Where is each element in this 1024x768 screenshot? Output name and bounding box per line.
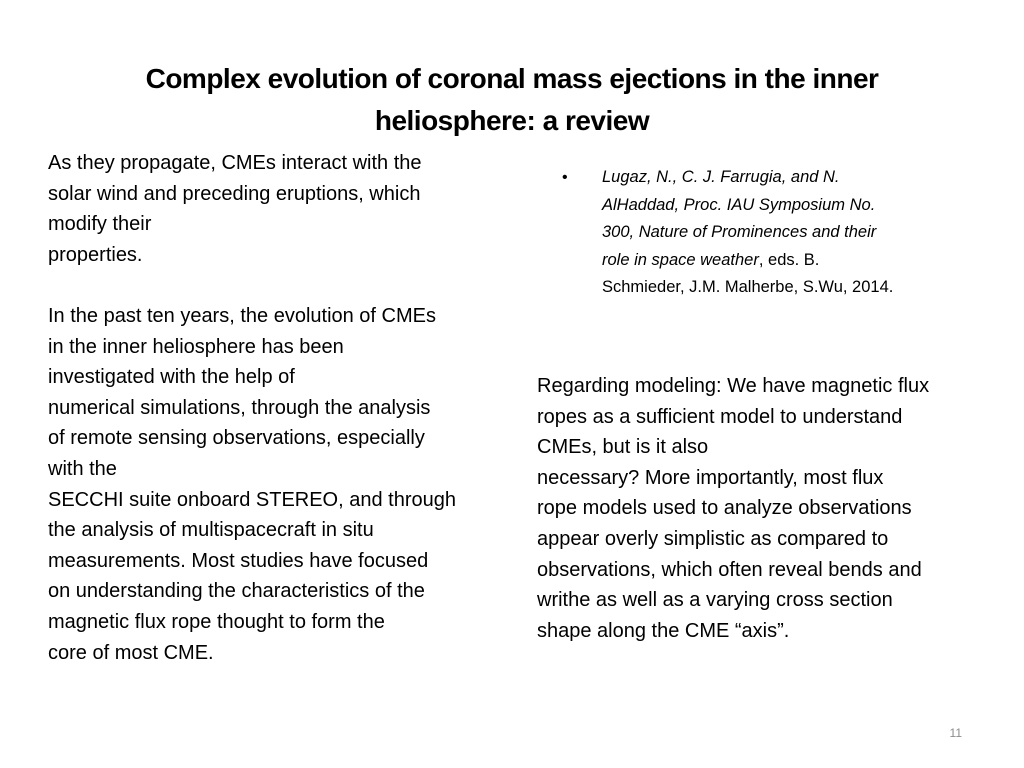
reference-line: 300, Nature of Prominences and their [602, 223, 877, 242]
right-text-line: necessary? More importantly, most flux [537, 466, 884, 489]
reference-line: Schmieder, J.M. Malherbe, S.Wu, 2014. [602, 278, 894, 297]
left-text-line: with the [48, 457, 117, 480]
bullet-icon: • [562, 169, 568, 186]
left-text-line: investigated with the help of [48, 366, 295, 389]
left-text-line: on understanding the characteristics of the [48, 580, 425, 603]
right-text-line: appear overly simplistic as compared to [537, 527, 889, 550]
left-text-line: measurements. Most studies have focused [48, 549, 429, 572]
left-text-line: In the past ten years, the evolution of CMEs [48, 304, 436, 327]
right-text-line: Regarding modeling: We have magnetic flux [537, 375, 930, 397]
left-text-line: of remote sensing observations, especially [48, 427, 425, 450]
left-text-line: the analysis of multispacecraft in situ [48, 519, 374, 542]
right-text-line: observations, which often reveal bends and [537, 558, 922, 581]
reference-line-italic: role in space weather [602, 250, 759, 269]
right-text-line: writhe as well as a varying cross section [537, 589, 893, 612]
left-text-line: magnetic flux rope thought to form the [48, 610, 385, 633]
left-text-line: properties. [48, 243, 143, 266]
left-text-line: modify their [48, 213, 152, 236]
paragraph-gap [48, 270, 508, 301]
left-text-line: SECCHI suite onboard STEREO, and through [48, 488, 456, 511]
left-text-line: solar wind and preceding eruptions, which [48, 182, 421, 205]
slide-title-line-1: Complex evolution of coronal mass ejections in the inner [145, 63, 879, 94]
reference-line: AlHaddad, Proc. IAU Symposium No. [602, 195, 876, 214]
slide-title [80, 58, 944, 142]
page-number: 11 [949, 726, 962, 740]
reference-line [602, 247, 982, 275]
right-text-line: CMEs, but is it also [537, 436, 709, 459]
left-column-text [48, 148, 508, 668]
reference-line-rest: , eds. B. [758, 250, 820, 269]
right-text-line: ropes as a sufficient model to understand [537, 405, 903, 428]
reference-text [602, 164, 982, 302]
slide-title-line-2: heliosphere: a review [374, 105, 650, 136]
left-text-line: numerical simulations, through the analysis [48, 396, 431, 419]
right-column-text [537, 371, 1007, 646]
right-text-line: shape along the CME “axis”. [537, 619, 790, 642]
right-text-line: rope models used to analyze observations [537, 497, 912, 520]
left-text-line: As they propagate, CMEs interact with the [48, 152, 422, 174]
left-text-line: in the inner heliosphere has been [48, 335, 344, 358]
reference-line: Lugaz, N., C. J. Farrugia, and N. [602, 168, 840, 186]
left-text-line: core of most CME. [48, 641, 214, 664]
